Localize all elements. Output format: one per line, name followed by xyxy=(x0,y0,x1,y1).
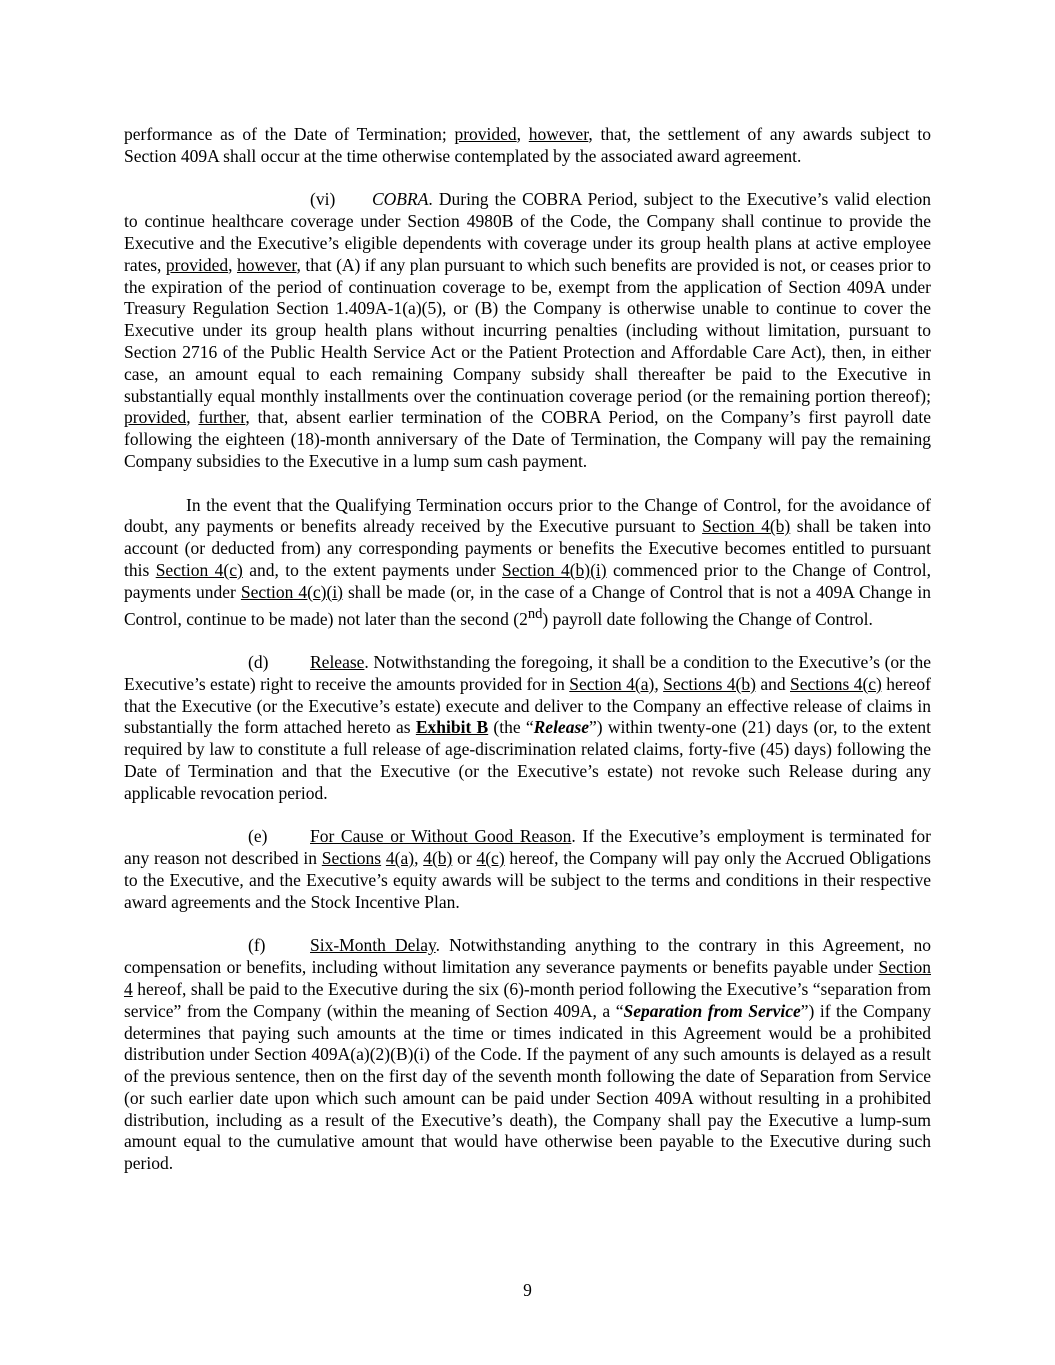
clause-label: (d) xyxy=(248,651,269,672)
page-number: 9 xyxy=(523,1280,532,1300)
paragraph-release: (d) Release. Notwithstanding the foregoing, it shall be a condition to the Executive’s (or the Executive’s estate) right to receive the amounts provided for in Section 4(a), Sections 4(b) and Sections 4(c) hereof that the Executive (or the Executive’s estate) execute and deliver to the Company an effective release of claims in substantially the form attached hereto as Exhibit B (the “Release”) within twenty-one (21) days (or, to the extent required by law to constitute a full release of age-discrimination related claims, forty-five (45) days) following the Date of Termination and that the Executive (or the Executive’s estate) not revoke such Release during any applicable revocation period. xyxy=(124,651,931,803)
clause-label: (e) xyxy=(248,826,268,847)
clause-label: (f) xyxy=(248,935,266,956)
paragraph-performance: performance as of the Date of Termination; provided, however, that, the settlement of any awards subject to Section 409A shall occur at the time otherwise contemplated by the associated award agreement. xyxy=(124,124,932,166)
paragraph-cobra: (vi) COBRA. During the COBRA Period, subject to the Executive’s valid election to continue healthcare coverage under Section 4980B of the Code, the Company shall continue to provide the Executive and the Executive’s eligible dependents with coverage under its group health plans at active employee rates, provided, however, that (A) if any plan pursuant to which such benefits are provided is not, or ceases prior to the expiration of the period of continuation coverage to be, exempt from the application of Section 409A under Treasury Regulation Section 1.409A-1(a)(5), or (B) the Company is otherwise unable to continue to cover the Executive under its group health plans without incurring penalties (including without limitation, pursuant to Section 2716 of the Public Health Service Act or the Patient Protection and Affordable Care Act), then, in either case, an amount equal to each remaining Company subsidy shall thereafter be paid to the Executive in substantially equal monthly installments over the continuation coverage period (or the remaining portion thereof); provided, further, that, absent earlier termination of the COBRA Period, on the Company’s first payroll date following the eighteen (18)-month anniversary of the Date of Termination, the Company will pay the remaining Company subsidies to the Executive in a lump sum cash payment. xyxy=(124,189,932,471)
clause-label: (vi) xyxy=(310,189,336,210)
paragraph-six-month-delay: (f) Six-Month Delay. Notwithstanding anything to the contrary in this Agreement, no compensation or benefits, including without limitation any severance payments or benefits payable under Section 4 hereof, shall be paid to the Executive during the six (6)-month period following the Executive’s “separation from service” from the Company (within the meaning of Section 409A, a “Separation from Service”) if the Company determines that paying such amounts at the time or times indicated in this Agreement would be a prohibited distribution under Section 409A(a)(2)(B)(i) of the Code. If the payment of any such amounts is delayed as a result of the previous sentence, then on the first day of the seventh month following the date of Separation from Service (or such earlier date upon which such amount can be paid under Section 409A without resulting in a prohibited distribution, including as a result of the Executive’s death), the Company shall pay the Executive a lump-sum amount equal to the cumulative amount that would have otherwise been payable to the Executive during such period. xyxy=(124,935,932,1174)
exhibit-reference: Exhibit B xyxy=(415,717,489,738)
clause-heading: For Cause or Without Good Reason xyxy=(310,826,572,847)
clause-heading: Release xyxy=(310,651,365,672)
defined-term: Release xyxy=(533,717,590,738)
clause-heading: COBRA xyxy=(372,189,429,210)
paragraph-for-cause: (e) For Cause or Without Good Reason. If the Executive’s employment is terminated for any reason not described in Sections 4(a), 4(b) or 4(c) hereof, the Company will pay only the Accrued Obligations to the Executive, and the Executive’s equity awards will be subject to the terms and conditions in their respective award agreements and the Stock Incentive Plan. xyxy=(124,826,932,912)
defined-term: Separation from Service xyxy=(623,1000,801,1021)
paragraph-qualifying-termination: In the event that the Qualifying Termination occurs prior to the Change of Control, for the avoidance of doubt, any payments or benefits already received by the Executive pursuant to Section 4(b) shall be taken into account (or deducted from) any corresponding payments or benefits the Executive becomes entitled to pursuant this Section 4(c) and, to the extent payments under Section 4(b)(i) commenced prior to the Change of Control, payments under Section 4(c)(i) shall be made (or, in the case of a Change of Control that is not a 409A Change in Control, continue to be made) not later than the second (2nd) payroll date following the Change of Control. xyxy=(124,494,931,629)
clause-heading: Six-Month Delay xyxy=(310,935,436,956)
